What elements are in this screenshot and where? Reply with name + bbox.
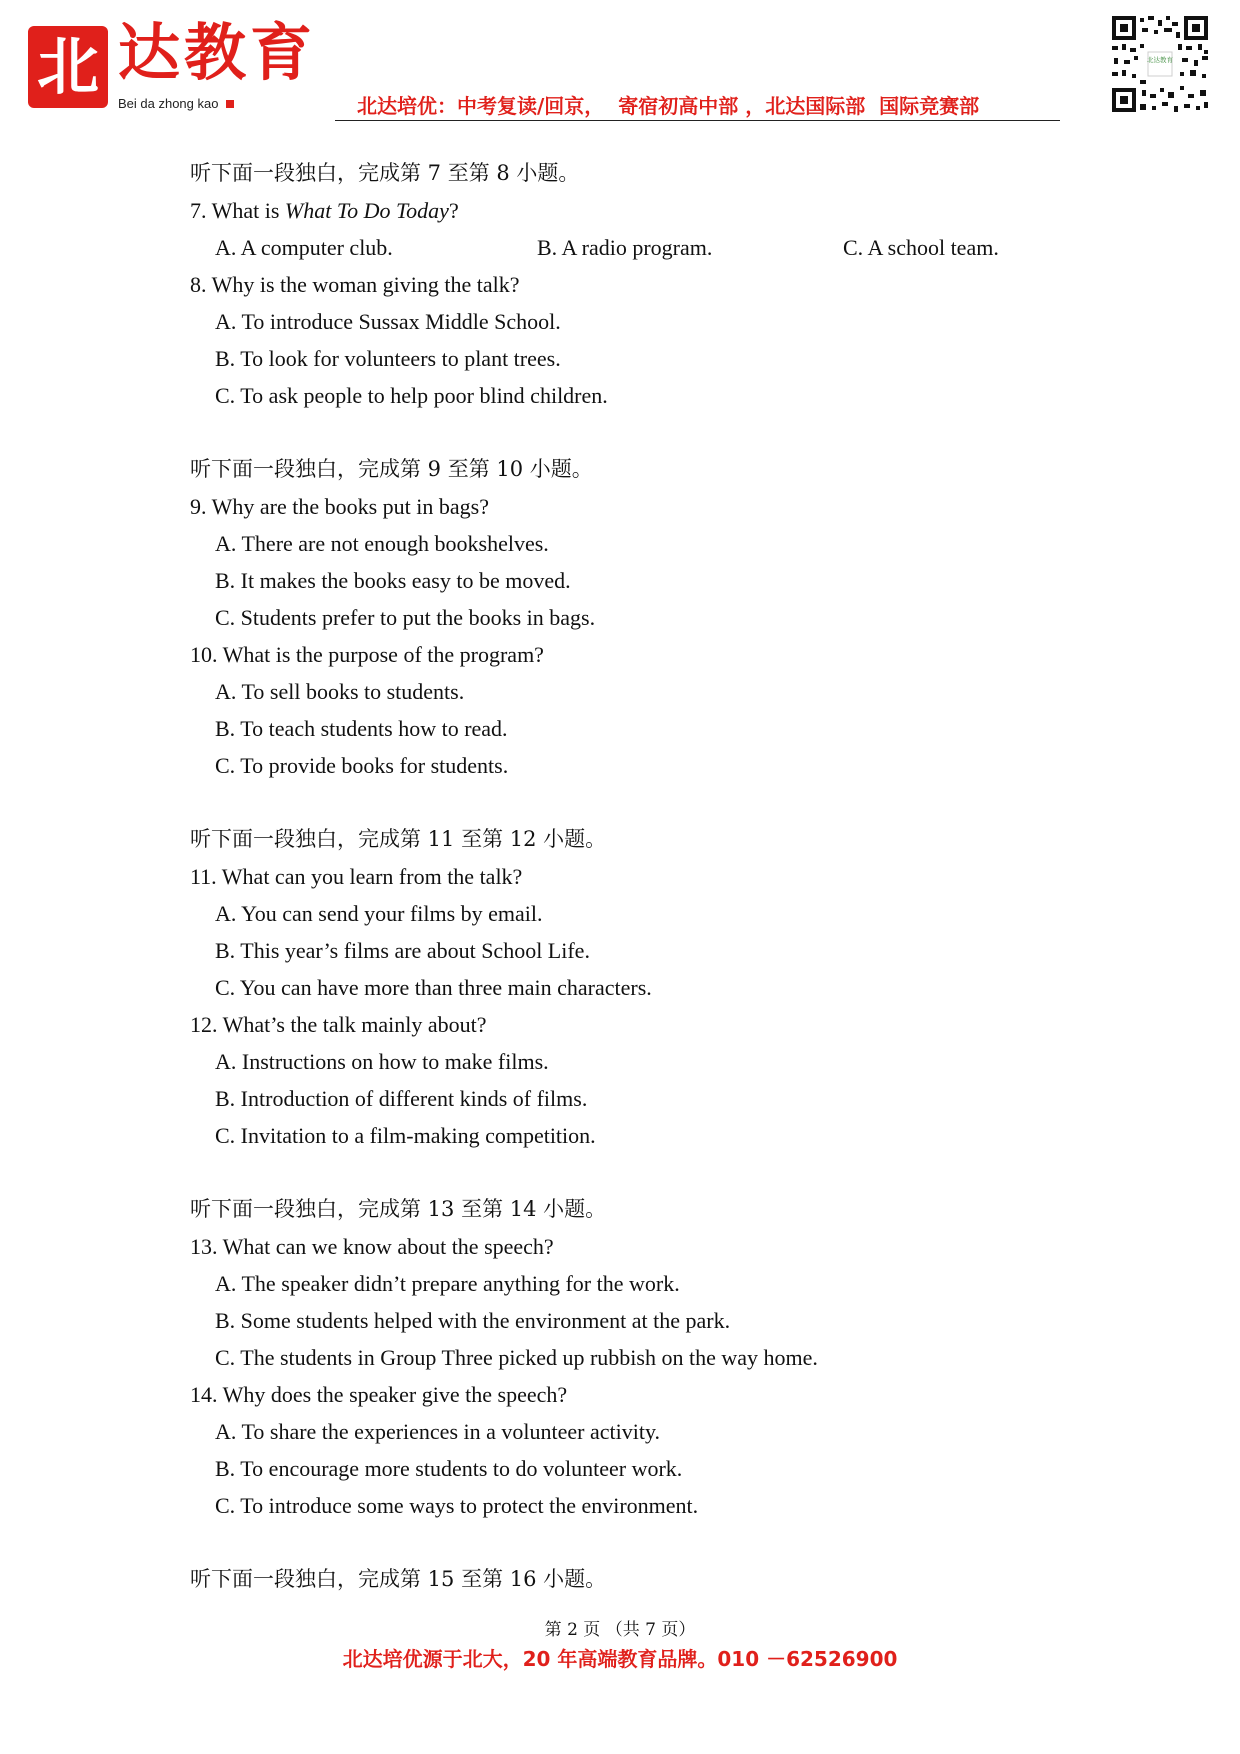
option: B. To look for volunteers to plant trees. <box>215 346 561 371</box>
question: 12. What’s the talk mainly about? <box>190 1012 487 1037</box>
question: 11. What can you learn from the talk? <box>190 864 523 889</box>
logo-title: 达教育 <box>118 16 317 89</box>
question: 13. What can we know about the speech? <box>190 1234 554 1259</box>
section-intro: 听下面一段独白，完成第 9 至第 10 小题。 <box>190 457 593 481</box>
option: A. To introduce Sussax Middle School. <box>215 309 561 334</box>
option: C. You can have more than three main characters. <box>215 975 652 1000</box>
page-number: 第 2 页 （共 7 页） <box>544 1620 696 1640</box>
option: B. To encourage more students to do volunteer work. <box>215 1456 683 1481</box>
option: A. You can send your films by email. <box>215 901 543 926</box>
option-row <box>190 229 1070 266</box>
option: A. There are not enough bookshelves. <box>215 531 549 556</box>
question-content <box>190 155 1070 1598</box>
qr-code-icon <box>1110 14 1210 114</box>
option: C. Students prefer to put the books in bags. <box>215 605 596 630</box>
option: B. Some students helped with the environment at the park. <box>215 1308 731 1333</box>
option: A. A computer club. <box>215 235 393 260</box>
option: C. To introduce some ways to protect the environment. <box>215 1493 699 1518</box>
section-intro: 听下面一段独白，完成第 7 至第 8 小题。 <box>190 161 580 185</box>
header-slogan: 北达培优：中考复读/回京， 寄宿初高中部 ，北达国际部 国际竞赛部 <box>357 94 980 118</box>
square-icon <box>226 100 234 108</box>
question: 9. Why are the books put in bags? <box>190 494 489 519</box>
option: C. Invitation to a film-making competition. <box>215 1123 596 1148</box>
option: B. To teach students how to read. <box>215 716 508 741</box>
option: A. The speaker didn’t prepare anything for the work. <box>215 1271 680 1296</box>
qr-label: 北达教育 <box>1147 56 1173 64</box>
option: C. The students in Group Three picked up rubbish on the way home. <box>215 1345 818 1370</box>
option: C. To provide books for students. <box>215 753 509 778</box>
option: A. Instructions on how to make films. <box>215 1049 549 1074</box>
section-intro: 听下面一段独白，完成第 15 至第 16 小题。 <box>190 1567 607 1591</box>
question: 7. What is What To Do Today? <box>190 198 459 223</box>
option: C. A school team. <box>843 235 999 260</box>
logo-subtitle: Bei da zhong kao <box>118 96 234 111</box>
section-intro: 听下面一段独白，完成第 11 至第 12 小题。 <box>190 827 607 851</box>
section-intro: 听下面一段独白，完成第 13 至第 14 小题。 <box>190 1197 607 1221</box>
option: B. Introduction of different kinds of films. <box>215 1086 588 1111</box>
option: B. This year’s films are about School Life. <box>215 938 590 963</box>
option: B. It makes the books easy to be moved. <box>215 568 571 593</box>
option: C. To ask people to help poor blind children. <box>215 383 608 408</box>
question: 10. What is the purpose of the program? <box>190 642 544 667</box>
question: 14. Why does the speaker give the speech? <box>190 1382 568 1407</box>
question: 8. Why is the woman giving the talk? <box>190 272 520 297</box>
option: A. To share the experiences in a volunteer activity. <box>215 1419 661 1444</box>
logo-char: 北 <box>36 30 99 103</box>
option: B. A radio program. <box>537 235 713 260</box>
footer-slogan: 北达培优源于北大，20 年高端教育品牌。010 －62526900 <box>342 1647 898 1671</box>
logo-badge <box>28 26 108 108</box>
program-title: What To Do Today <box>284 198 449 223</box>
header-divider <box>335 120 1060 121</box>
option: A. To sell books to students. <box>215 679 465 704</box>
